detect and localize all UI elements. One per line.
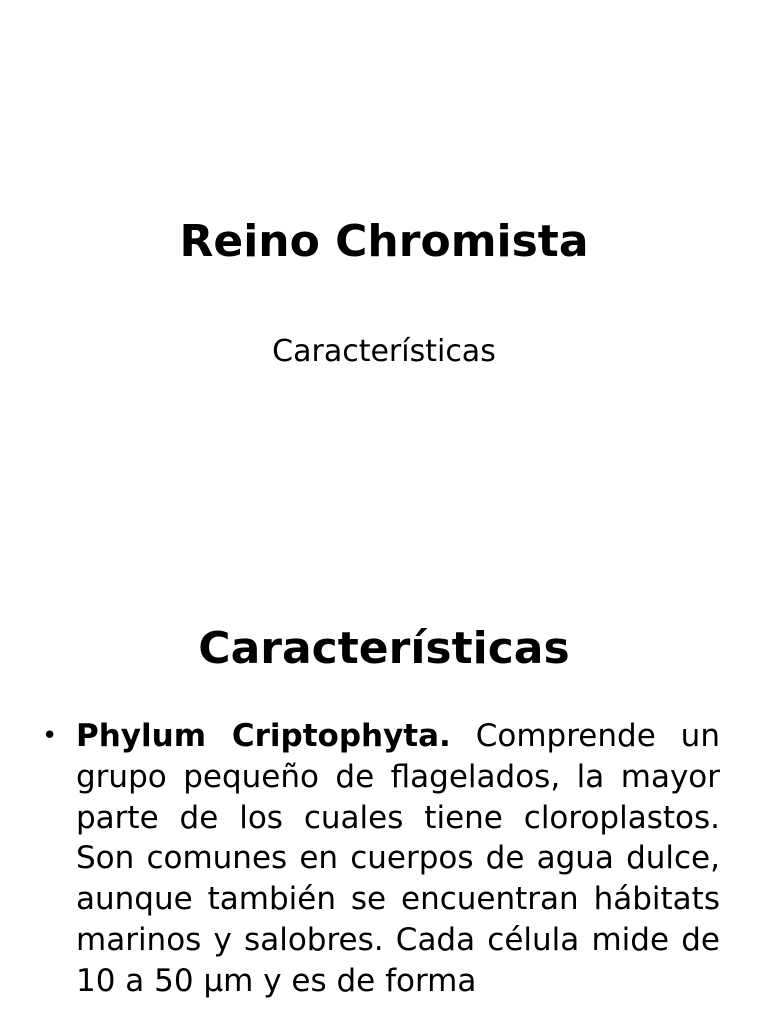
bullet-marker: • xyxy=(42,721,58,751)
bullet-list xyxy=(0,716,768,1002)
bullet-heading: Phylum Criptophyta. xyxy=(76,718,451,754)
slide-subtitle: Características xyxy=(272,334,496,369)
slide-content xyxy=(0,576,768,1024)
bullet-text: Comprende un grupo pequeño de flagelados, la mayor parte de los cuales tiene cloroplastos. Son comunes en cuerpos de agua dulce, aunque también se encuentran hábitats marinos y salobres. Cada célula mide de 10 a 50 µm y es de forma xyxy=(76,718,720,999)
slide-content-heading: Características xyxy=(198,623,570,674)
slide-title-heading: Reino Chromista xyxy=(179,216,589,267)
bullet-item xyxy=(42,716,720,1002)
